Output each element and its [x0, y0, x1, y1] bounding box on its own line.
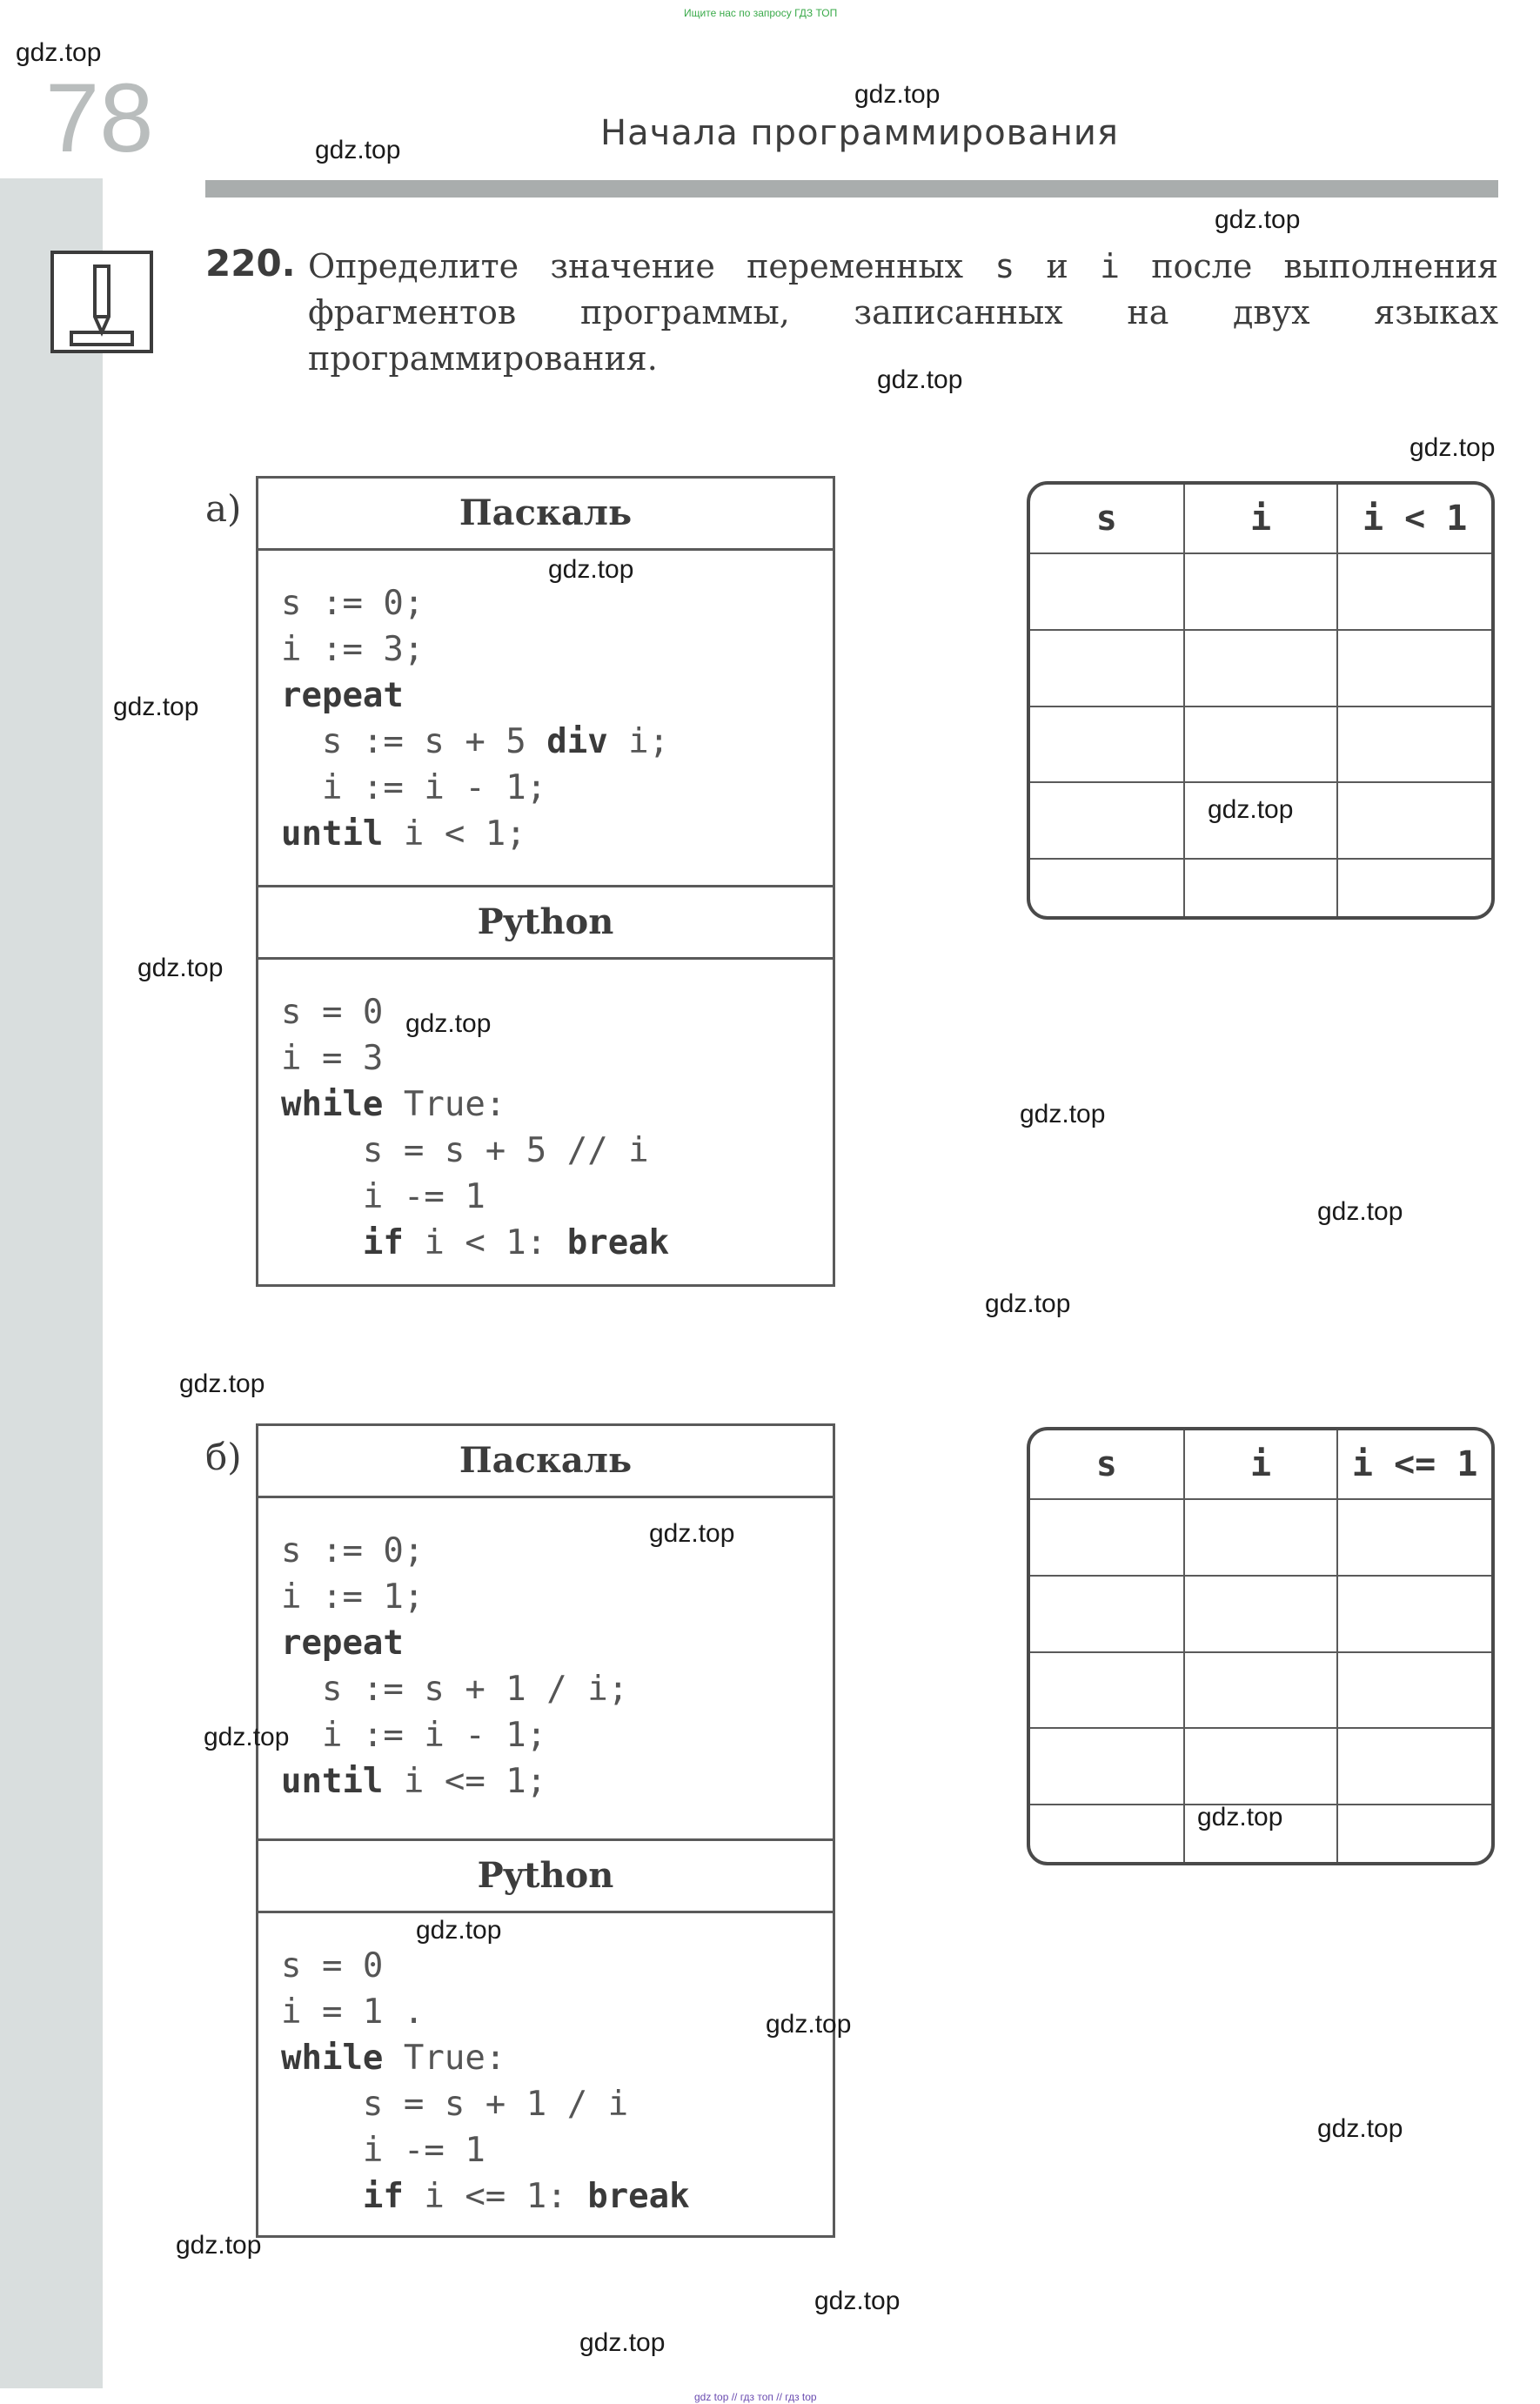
part-a-label: а) [205, 487, 242, 530]
watermark: gdz.top [985, 1289, 1071, 1318]
watermark: gdz.top [1208, 795, 1294, 824]
watermark: gdz.top [16, 38, 102, 67]
watermark: gdz.top [877, 365, 963, 394]
pascal-header: Паскаль [258, 479, 833, 551]
watermark: gdz.top [176, 2231, 262, 2260]
table-row [1030, 553, 1491, 630]
table-row [1030, 1576, 1491, 1652]
watermark: gdz.top [405, 1009, 492, 1038]
watermark: gdz.top [579, 2328, 666, 2357]
page-number: 78 [45, 64, 154, 172]
python-header: Python [258, 1838, 833, 1913]
header-divider [205, 180, 1498, 198]
watermark: gdz.top [179, 1369, 265, 1398]
page-title: Начала программирования [600, 113, 1119, 153]
table-row [1030, 630, 1491, 706]
column-header: s [1030, 485, 1184, 553]
column-header: i < 1 [1337, 485, 1491, 553]
part-b-trace-table [1027, 1427, 1495, 1865]
part-b-label: б) [205, 1436, 242, 1478]
part-a-code-panel [256, 476, 835, 1287]
table-row [1030, 1652, 1491, 1729]
watermark: gdz.top [1215, 205, 1301, 234]
table-row [1030, 706, 1491, 783]
watermark: gdz.top [814, 2287, 901, 2315]
python-code: s = 0 i = 1 . while True: s = s + 1 / i i -= 1 if i <= 1: break [281, 1946, 690, 2216]
table-row [1030, 1728, 1491, 1805]
watermark: gdz.top [548, 555, 634, 584]
watermark: gdz.top [1020, 1100, 1106, 1128]
python-header: Python [258, 885, 833, 960]
pascal-header: Паскаль [258, 1426, 833, 1498]
column-header: i [1184, 485, 1338, 553]
task-text: Определите значение переменных s и i после выполнения фрагментов программы, записанных на двух языках программирования. [308, 247, 1498, 378]
pascal-code: s := 0; i := 1; repeat s := s + 1 / i; i := i - 1; until i <= 1; [281, 1531, 629, 1801]
watermark: gdz.top [1317, 1197, 1403, 1226]
watermark: gdz.top [766, 2010, 852, 2039]
bottom-note: gdz top // гдз топ // гдз top [694, 2391, 817, 2403]
watermark: gdz.top [1197, 1803, 1283, 1831]
watermark: gdz.top [649, 1519, 735, 1548]
watermark: gdz.top [204, 1723, 290, 1751]
table-row [1030, 859, 1491, 916]
column-header: i [1184, 1430, 1338, 1499]
watermark: gdz.top [113, 693, 199, 721]
pencil-task-icon [50, 251, 153, 353]
python-code: s = 0 i = 3 while True: s = s + 5 // i i -= 1 if i < 1: break [281, 993, 670, 1262]
page-margin-band [0, 178, 103, 2388]
watermark: gdz.top [854, 80, 941, 109]
watermark: gdz.top [137, 954, 224, 982]
watermark: gdz.top [1317, 2114, 1403, 2143]
watermark: gdz.top [315, 136, 401, 164]
column-header: s [1030, 1430, 1184, 1499]
table-row [1030, 1499, 1491, 1576]
top-note: Ищите нас по запросу ГДЗ ТОП [684, 7, 838, 19]
task-number: 220. [205, 242, 296, 285]
pascal-code: s := 0; i := 3; repeat s := s + 5 div i; i := i - 1; until i < 1; [281, 584, 670, 854]
watermark: gdz.top [1409, 433, 1496, 462]
column-header: i <= 1 [1337, 1430, 1491, 1499]
part-a-trace-table [1027, 481, 1495, 920]
part-b-code-panel [256, 1423, 835, 2238]
watermark: gdz.top [416, 1916, 502, 1945]
